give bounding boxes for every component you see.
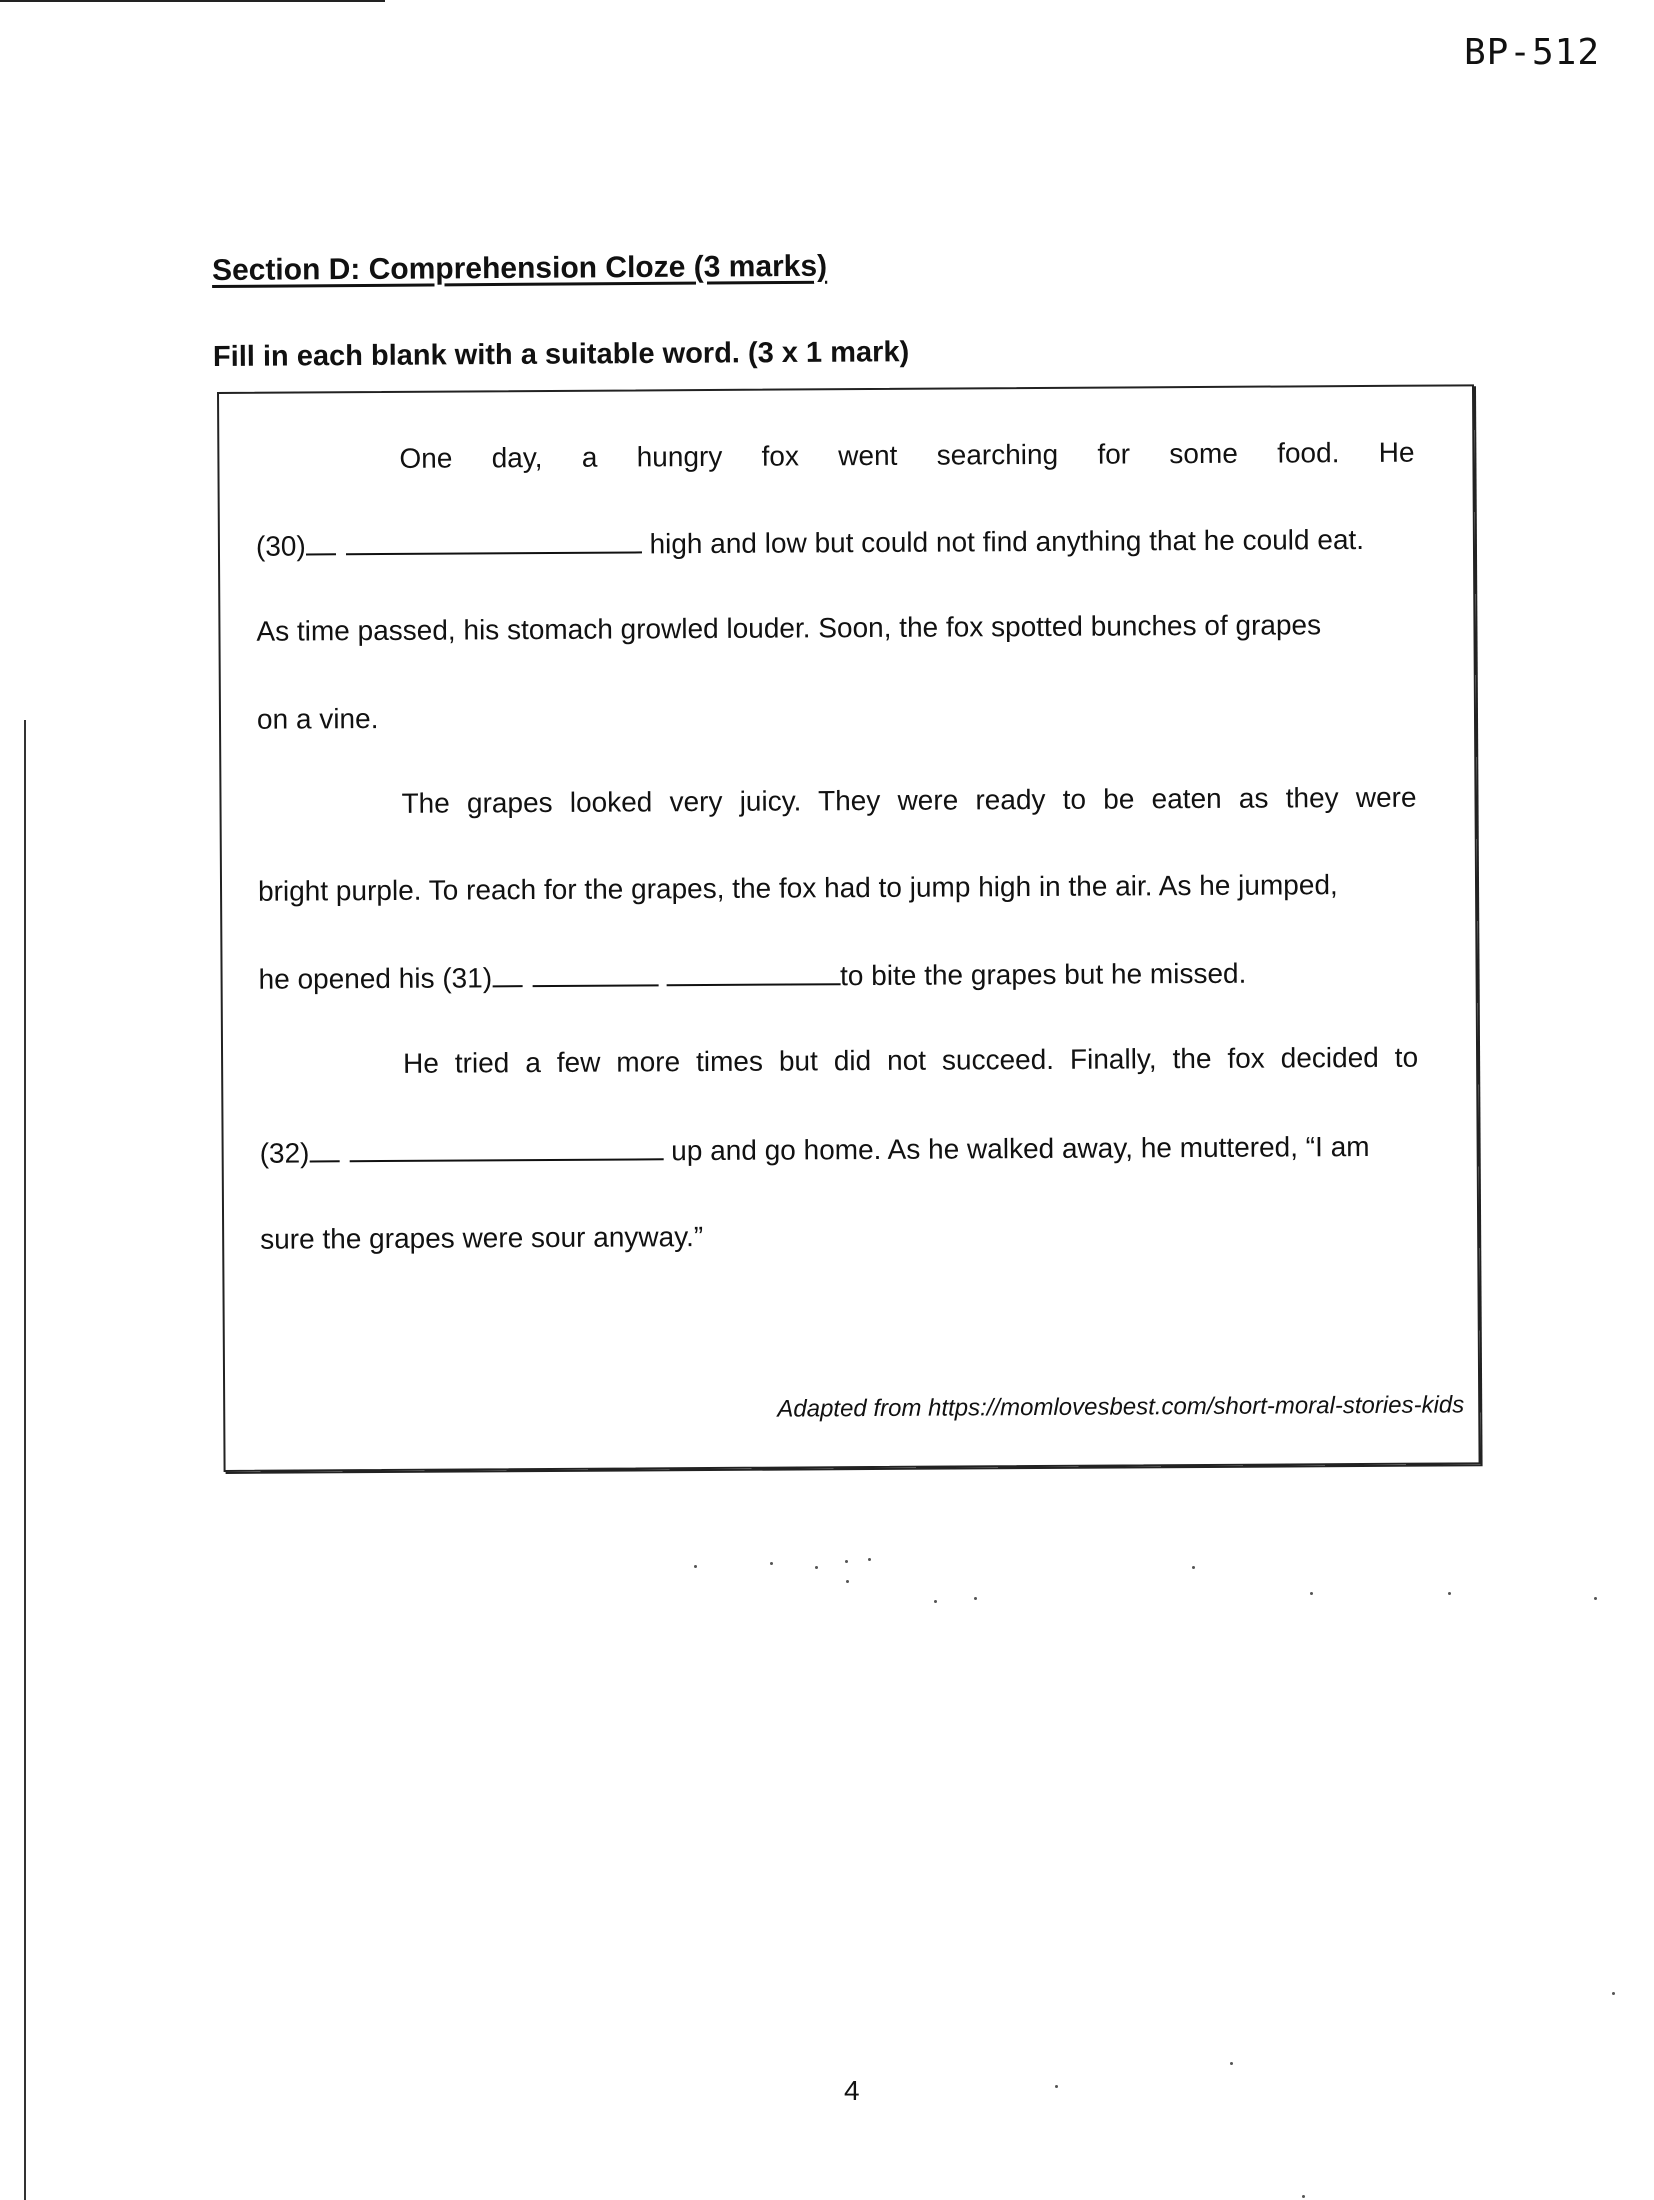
instruction-text: Fill in each blank with a suitable word. (3 x 1 mark): [212, 336, 910, 373]
passage-text: to bite the grapes but he missed.: [839, 957, 1247, 992]
scan-speck: [1448, 1592, 1451, 1595]
scan-speck: [1594, 1597, 1597, 1600]
scan-speck: [770, 1562, 773, 1565]
word: for: [1097, 438, 1131, 470]
passage-p1-line2: [256, 521, 1415, 565]
scan-speck: [694, 1565, 697, 1568]
question-30-number: (30): [255, 530, 306, 562]
question-32-blank-lead[interactable]: [309, 1134, 339, 1162]
question-31-number: (31): [442, 962, 493, 994]
word: food.: [1277, 437, 1340, 469]
passage-p2-line3: [258, 954, 1417, 998]
source-credit: Adapted from https://momlovesbest.com/short-moral-stories-kids: [777, 1391, 1465, 1423]
passage-text: up and go home. As he walked away, he muttered, “I am: [671, 1130, 1370, 1167]
top-border-rule: [0, 0, 385, 2]
scan-speck: [934, 1600, 937, 1603]
passage-p3-line2: [260, 1128, 1419, 1172]
scan-speck: [1302, 2195, 1305, 2198]
word: went: [838, 439, 898, 472]
question-30-blank[interactable]: [346, 525, 642, 555]
word: some: [1169, 437, 1238, 470]
left-margin-rule: [24, 720, 26, 2200]
document-code: BP-512: [1463, 32, 1600, 73]
passage-p2-line2: bright purple. To reach for the grapes, the fox had to jump high in the air. As he jumped,: [257, 869, 1338, 907]
scan-speck: [974, 1597, 977, 1600]
scan-speck: [1192, 1566, 1195, 1569]
question-31-blank-lead[interactable]: [492, 959, 522, 987]
word: a: [581, 441, 598, 473]
question-30-blank-lead[interactable]: [306, 527, 336, 555]
scan-speck: [845, 1560, 848, 1563]
question-32-number: (32): [259, 1137, 310, 1169]
scan-speck: [1230, 2062, 1233, 2065]
scan-speck: [815, 1566, 818, 1569]
scan-speck: [868, 1558, 871, 1561]
passage-text: high and low but could not find anything that he could eat.: [649, 523, 1365, 560]
section-heading: Section D: Comprehension Cloze (3 marks): [211, 249, 828, 287]
word: hungry: [636, 440, 723, 473]
word: searching: [936, 438, 1059, 471]
question-31-blank-part1[interactable]: [532, 958, 658, 987]
word: fox: [761, 440, 800, 472]
scan-speck: [1055, 2085, 1058, 2088]
word: day,: [491, 442, 543, 474]
scan-speck: [846, 1580, 849, 1583]
question-32-blank[interactable]: [349, 1132, 663, 1162]
passage-box: [217, 384, 1481, 1472]
passage-p1-line1: [399, 435, 1414, 477]
passage-p1-line3: As time passed, his stomach growled louder. Soon, the fox spotted bunches of grapes: [256, 609, 1322, 647]
passage-p2-line1: The grapes looked very juicy. They were ready to be eaten as they were: [401, 781, 1417, 819]
page-number: 4: [844, 2075, 860, 2106]
scan-speck: [1612, 1992, 1615, 1995]
scan-speck: [1310, 1592, 1313, 1595]
word: One: [399, 442, 453, 474]
passage-text: he opened his: [258, 962, 435, 995]
passage-p3-line3: sure the grapes were sour anyway.”: [260, 1221, 704, 1255]
passage-p1-line4: on a vine.: [256, 703, 379, 735]
question-31-blank-part2[interactable]: [666, 957, 840, 986]
word: He: [1378, 436, 1415, 468]
passage-p3-line1: He tried a few more times but did not succeed. Finally, the fox decided to: [403, 1041, 1419, 1079]
